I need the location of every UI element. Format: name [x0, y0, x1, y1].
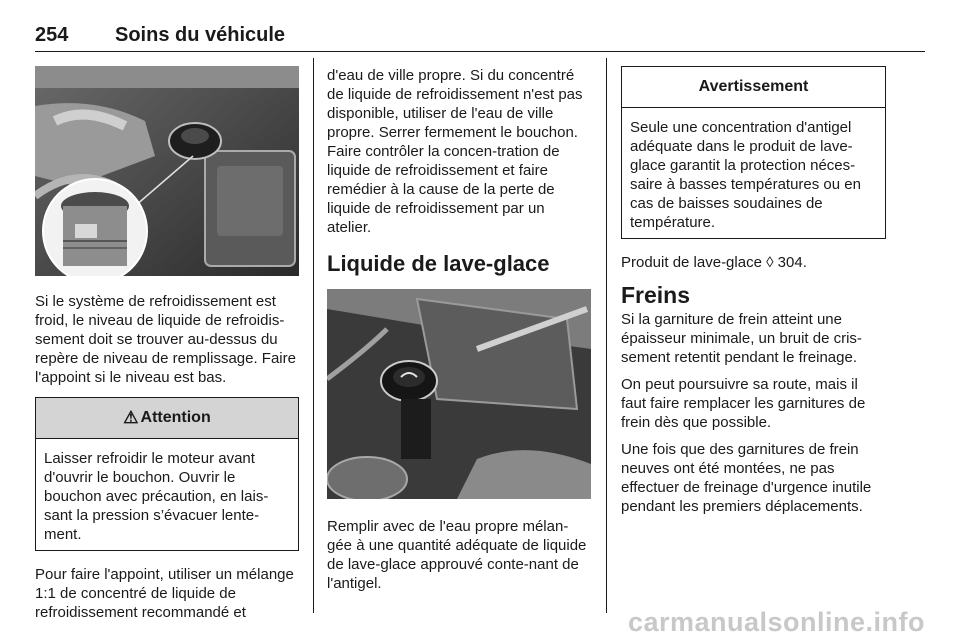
section-heading-washer-fluid: Liquide de lave-glace	[327, 251, 550, 276]
watermark: carmanualsonline.info	[627, 607, 925, 637]
reference-page: 304.	[773, 254, 807, 271]
page-number: 254	[35, 24, 69, 46]
column-divider	[606, 58, 607, 613]
section-heading-brakes: Freins	[621, 282, 691, 308]
washer-reservoir-photo	[327, 289, 591, 499]
brakes-paragraph-3: Une fois que des garnitures de frein neuves ont été montées, ne pas effectuer de freinage d'urgence inutile pendant les premiers déplacements.	[621, 441, 872, 515]
coolant-reservoir-photo	[35, 66, 299, 276]
brakes-paragraph-2: On peut poursuivre sa route, mais il faut faire remplacer les garnitures de frein dès que possible.	[621, 376, 866, 431]
attention-header	[36, 398, 298, 439]
avertissement-body	[622, 108, 885, 238]
coolant-level-paragraph: Si le système de refroidissement est froid, le niveau de liquide de refroidis-sement doit se trouver au-dessus du repère de niveau de remplissage. Faire l'appoint si le niveau est bas.	[35, 293, 296, 386]
attention-box	[35, 397, 299, 551]
coolant-reservoir-illustration	[35, 66, 299, 276]
coolant-continuation-paragraph: d'eau de ville propre. Si du concentré de liquide de refroidissement n'est pas disponible, utiliser de l'eau de ville propre. Serrer fermement le bouchon. Faire contrôler la concen-tration de liquide de refroidissement et faire remédier à la cause de la perte de liquide de refroidissement par un atelier.	[327, 67, 583, 236]
attention-body	[36, 439, 298, 550]
page-reference-arrow-icon: ◊	[766, 254, 774, 271]
warning-triangle-icon: ⚠	[123, 408, 139, 427]
avertissement-header	[622, 67, 885, 108]
attention-title: Attention	[140, 409, 211, 426]
column-2	[327, 66, 591, 601]
washer-reservoir-illustration	[327, 289, 591, 499]
page-header	[35, 24, 925, 52]
refill-paragraph: Pour faire l'appoint, utiliser un mélange 1:1 de concentré de liquide de refroidissement recommandé et	[35, 566, 294, 621]
avertissement-box	[621, 66, 886, 239]
header-rule	[35, 51, 925, 52]
attention-text: Laisser refroidir le moteur avant d'ouvrir le bouchon. Ouvrir le bouchon avec précaution, en lais-sant la pression s’évacuer lente-ment.	[44, 450, 269, 543]
avertissement-title: Avertissement	[698, 78, 809, 95]
column-divider	[313, 58, 314, 613]
avertissement-text: Seule une concentration d'antigel adéquate dans le produit de lave-glace garantit la protection néces-saire à basses températures ou en cas de baisses soudaines de température.	[630, 119, 861, 231]
column-3	[621, 66, 886, 524]
washer-fill-paragraph: Remplir avec de l'eau propre mélan-gée à une quantité adéquate de liquide de lave-glace approuvé conte-nant de l'antigel.	[327, 518, 587, 592]
column-1	[35, 66, 299, 630]
washer-product-reference	[621, 253, 886, 272]
reference-text: Produit de lave-glace	[621, 254, 767, 271]
brakes-paragraph-1: Si la garniture de frein atteint une épaisseur minimale, un bruit de cris-sement retentit pendant le freinage.	[621, 311, 862, 366]
chapter-title: Soins du véhicule	[115, 24, 286, 46]
